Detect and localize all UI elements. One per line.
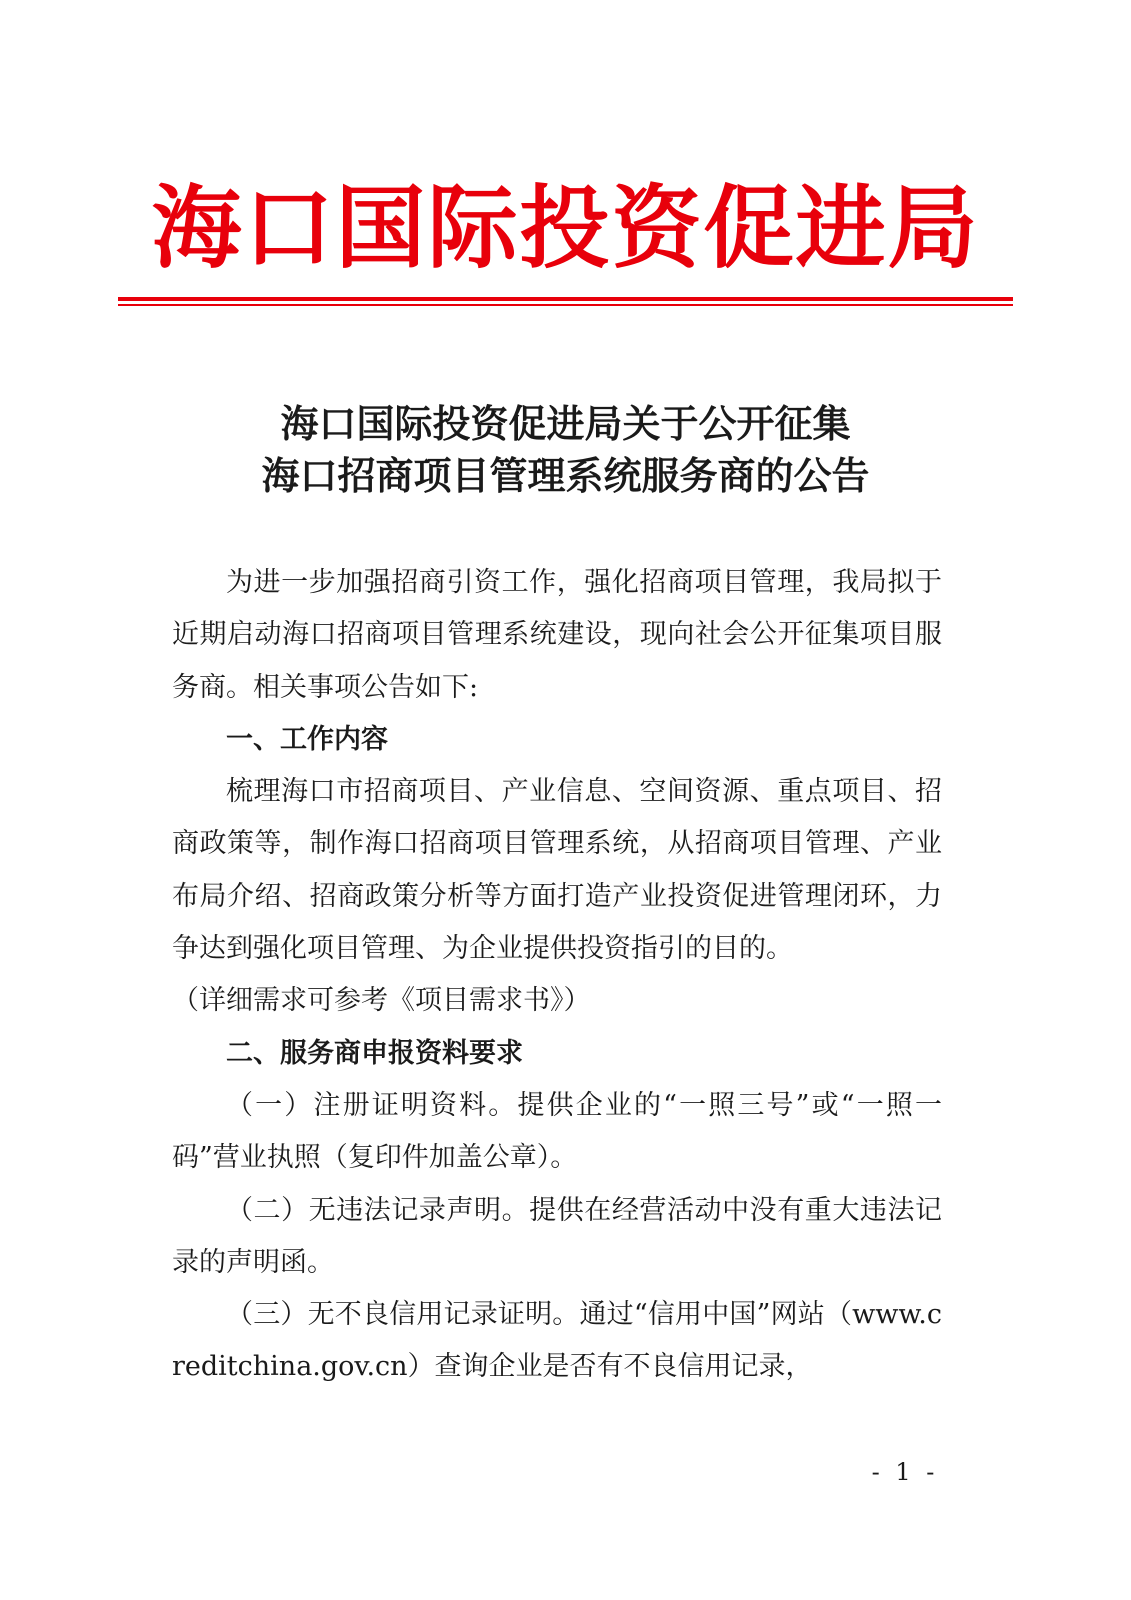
document-title-line1: 海口国际投资促进局关于公开征集 [280,401,851,446]
section1-heading: 一、工作内容 [226,723,388,755]
section1-paragraph: 梳理海口市招商项目、产业信息、空间资源、重点项目、招商政策等，制作海口招商项目管理系统，从招商项目管理、产业布局介绍、招商政策分析等方面打造产业投资促进管理闭环，力争达到强化项目管理、为企业提供投资指引的目的。 [172,776,942,965]
masthead-rule-thin [118,304,1013,306]
document-title-line2: 海口招商项目管理系统服务商的公告 [261,453,870,498]
section2-item-3: （三）无不良信用记录证明。通过“信用中国”网站（www.creditchina.gov.cn）查询企业是否有不良信用记录， [172,1299,942,1383]
section1-note: （详细需求可参考《项目需求书》） [172,985,591,1017]
agency-masthead: 海口国际投资促进局 [151,175,980,281]
intro-paragraph: 为进一步加强招商引资工作，强化招商项目管理，我局拟于近期启动海口招商项目管理系统建设，现向社会公开征集项目服务商。相关事项公告如下: [172,567,942,703]
section2-heading: 二、服务商申报资料要求 [226,1037,523,1069]
section2-item-2: （二）无违法记录声明。提供在经营活动中没有重大违法记录的声明函。 [172,1194,942,1278]
page-number: - 1 - [871,1458,939,1486]
document-body [172,557,942,1394]
section2-item-1: （一）注册证明资料。提供企业的“一照三号”或“一照一码”营业执照（复印件加盖公章）。 [172,1089,942,1174]
masthead-rule-thick [118,297,1013,301]
